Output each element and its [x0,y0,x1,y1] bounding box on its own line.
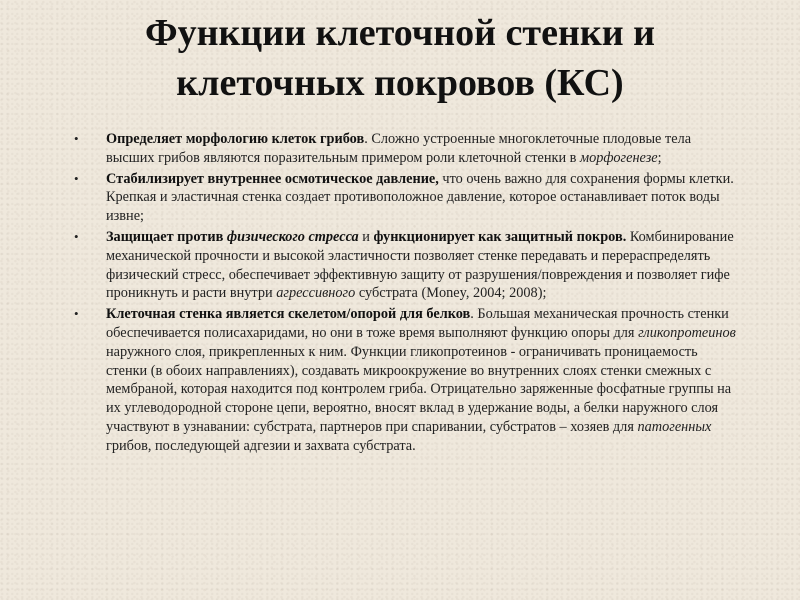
bullet-heading: Стабилизирует внутреннее осмотическое давление, [106,170,439,187]
bullet-text: . Сложно устроенные многоклеточные плодовые тела высших грибов являются поразительным примером роли клеточной стенки в [106,131,692,166]
bullet-item-physical-stress [74,228,740,303]
slide-title-line-2: клеточных покровов (КС) [176,62,624,104]
bullet-marker: • [74,131,79,146]
bullet-text: ; [657,149,662,166]
bullet-heading: Защищает против [106,228,227,245]
bullet-item-osmotic-pressure [74,170,740,226]
slide-title-line-1: Функции клеточной стенки и [144,12,656,54]
bullet-text: что очень важно для сохранения формы клетки. Крепкая и эластичная стенка создает противоположное давление, которое останавливает поток воды извне; [106,170,734,225]
bullet-italic-term: гликопротеинов [638,324,736,341]
bullet-item-protein-skeleton [74,305,740,455]
bullet-marker: • [74,228,79,244]
bullet-heading: функционирует как защитный покров. [373,228,627,245]
bullet-heading: Определяет морфологию клеток грибов [106,131,365,147]
bullet-italic-term: агрессивного [276,285,356,302]
bullet-text: и [358,228,374,245]
bullet-text: Комбинирование механической прочности и высокой эластичности позволяет стенке передавать и перераспределять физический стресс, обеспечивает эффективную защиту от разрушения/повреждения и позволяет гифе проникнуть и расти внутри [106,228,734,302]
bullet-text: наружного слоя, прикрепленных к ним. Функции гликопротеинов - ограничивать проницаемость стенки (в обоих направлениях), создавать микроокружение во внутренних слоях стенки смежных с мембраной, которая находится под контролем гриба. Отрицательно заряженные фосфатные группы на их углеводородной стороне цепи, вероятно, вносят вклад в удержание воды, а белки наружного слоя участвуют в узнавании: субстрата, партнеров при спаривании, субстратов – хозяев для [106,343,732,435]
bullet-marker: • [74,306,79,322]
bullet-marker: • [74,170,79,186]
bullet-italic-term: морфогенезе [580,149,658,166]
bullet-text: грибов, последующей адгезии и захвата субстрата. [106,437,416,454]
bullet-italic-term: патогенных [637,418,712,435]
bullet-text: субстрата (Money, 2004; 2008); [355,285,547,302]
bullet-list [74,130,740,458]
bullet-text: . Большая механическая прочность стенки обеспечивается полисахаридами, но они в тоже время выполняют функцию опоры для [106,306,729,341]
slide-title [40,8,760,108]
bullet-item-morphology [74,130,740,168]
bullet-bold-italic-term: физического стресса [226,228,359,245]
bullet-heading: Клеточная стенка является скелетом/опорой для белков [106,306,471,323]
